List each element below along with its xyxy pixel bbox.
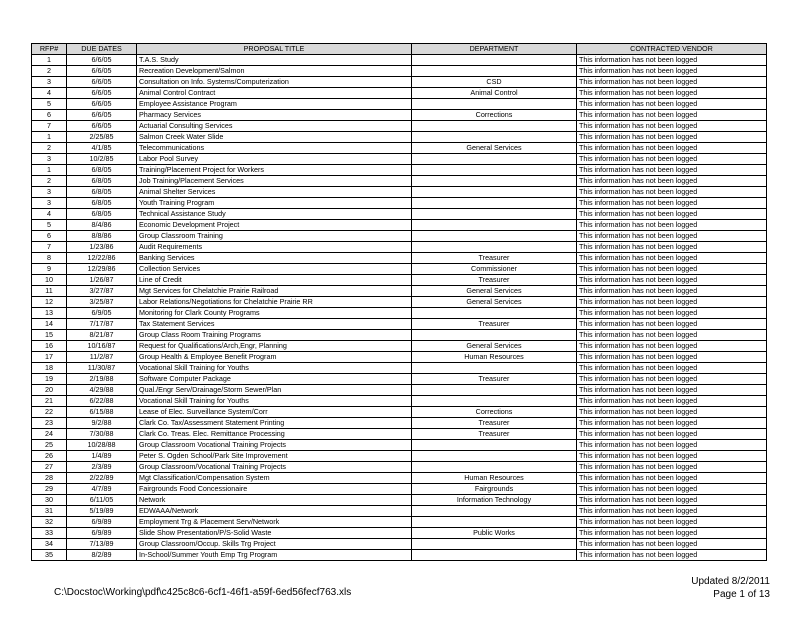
- cell-proposal-title: Telecommunications: [137, 143, 412, 154]
- cell-proposal-title: Mgt Services for Chelatchie Prairie Railroad: [137, 286, 412, 297]
- cell-department: [412, 132, 577, 143]
- cell-due-date: 6/15/88: [67, 407, 137, 418]
- cell-due-date: 10/16/87: [67, 341, 137, 352]
- cell-proposal-title: Banking Services: [137, 253, 412, 264]
- cell-proposal-title: Recreation Development/Salmon: [137, 66, 412, 77]
- cell-proposal-title: Tax Statement Services: [137, 319, 412, 330]
- cell-proposal-title: Economic Development Project: [137, 220, 412, 231]
- table-row: [32, 198, 767, 209]
- cell-rfp: 1: [32, 132, 67, 143]
- cell-proposal-title: Group Classroom/Occup. Skills Trg Project: [137, 539, 412, 550]
- cell-department: [412, 396, 577, 407]
- cell-rfp: 31: [32, 506, 67, 517]
- table-row: [32, 55, 767, 66]
- cell-contracted-vendor: This information has not been logged: [577, 539, 767, 550]
- cell-department: Commissioner: [412, 264, 577, 275]
- cell-contracted-vendor: This information has not been logged: [577, 187, 767, 198]
- cell-department: Treasurer: [412, 319, 577, 330]
- cell-proposal-title: EDWAAA/Network: [137, 506, 412, 517]
- cell-proposal-title: Youth Training Program: [137, 198, 412, 209]
- cell-rfp: 19: [32, 374, 67, 385]
- cell-rfp: 11: [32, 286, 67, 297]
- cell-contracted-vendor: This information has not been logged: [577, 462, 767, 473]
- cell-rfp: 26: [32, 451, 67, 462]
- cell-contracted-vendor: This information has not been logged: [577, 451, 767, 462]
- cell-due-date: 7/30/88: [67, 429, 137, 440]
- cell-department: Public Works: [412, 528, 577, 539]
- file-path: C:\Docstoc\Working\pdf\c425c8c6-6cf1-46f1-a59f-6ed56fecf763.xls: [54, 587, 352, 598]
- cell-rfp: 1: [32, 55, 67, 66]
- cell-rfp: 33: [32, 528, 67, 539]
- cell-department: Treasurer: [412, 418, 577, 429]
- cell-contracted-vendor: This information has not been logged: [577, 308, 767, 319]
- cell-proposal-title: Animal Shelter Services: [137, 187, 412, 198]
- cell-department: Information Technology: [412, 495, 577, 506]
- cell-department: [412, 209, 577, 220]
- cell-contracted-vendor: This information has not been logged: [577, 154, 767, 165]
- cell-due-date: 6/6/05: [67, 66, 137, 77]
- cell-department: Treasurer: [412, 253, 577, 264]
- cell-proposal-title: Animal Control Contract: [137, 88, 412, 99]
- cell-rfp: 3: [32, 187, 67, 198]
- cell-rfp: 7: [32, 121, 67, 132]
- cell-due-date: 2/3/89: [67, 462, 137, 473]
- cell-contracted-vendor: This information has not been logged: [577, 110, 767, 121]
- cell-contracted-vendor: This information has not been logged: [577, 198, 767, 209]
- cell-contracted-vendor: This information has not been logged: [577, 88, 767, 99]
- cell-contracted-vendor: This information has not been logged: [577, 165, 767, 176]
- cell-contracted-vendor: This information has not been logged: [577, 209, 767, 220]
- cell-department: [412, 165, 577, 176]
- cell-contracted-vendor: This information has not been logged: [577, 297, 767, 308]
- table-row: [32, 231, 767, 242]
- cell-contracted-vendor: This information has not been logged: [577, 484, 767, 495]
- cell-rfp: 3: [32, 198, 67, 209]
- cell-department: Human Resources: [412, 352, 577, 363]
- cell-department: [412, 440, 577, 451]
- cell-contracted-vendor: This information has not been logged: [577, 440, 767, 451]
- cell-contracted-vendor: This information has not been logged: [577, 55, 767, 66]
- header-rfp: RFP#: [32, 44, 67, 55]
- cell-due-date: 7/13/89: [67, 539, 137, 550]
- cell-rfp: 15: [32, 330, 67, 341]
- header-contracted-vendor: CONTRACTED VENDOR: [577, 44, 767, 55]
- table-row: [32, 363, 767, 374]
- cell-proposal-title: Pharmacy Services: [137, 110, 412, 121]
- cell-rfp: 3: [32, 77, 67, 88]
- cell-rfp: 16: [32, 341, 67, 352]
- cell-contracted-vendor: This information has not been logged: [577, 220, 767, 231]
- cell-contracted-vendor: This information has not been logged: [577, 143, 767, 154]
- cell-proposal-title: Employment Trg & Placement Serv/Network: [137, 517, 412, 528]
- cell-department: [412, 231, 577, 242]
- cell-department: [412, 198, 577, 209]
- cell-rfp: 23: [32, 418, 67, 429]
- table-row: [32, 176, 767, 187]
- table-row: [32, 253, 767, 264]
- cell-department: [412, 66, 577, 77]
- cell-proposal-title: Fairgrounds Food Concessionaire: [137, 484, 412, 495]
- cell-department: [412, 187, 577, 198]
- footer-right: [691, 575, 770, 601]
- cell-rfp: 4: [32, 209, 67, 220]
- cell-department: Treasurer: [412, 429, 577, 440]
- cell-department: [412, 154, 577, 165]
- cell-due-date: 1/23/86: [67, 242, 137, 253]
- table-row: [32, 143, 767, 154]
- cell-department: [412, 121, 577, 132]
- cell-contracted-vendor: This information has not been logged: [577, 374, 767, 385]
- table-row: [32, 440, 767, 451]
- cell-contracted-vendor: This information has not been logged: [577, 99, 767, 110]
- table-row: [32, 396, 767, 407]
- cell-due-date: 5/19/89: [67, 506, 137, 517]
- cell-contracted-vendor: This information has not been logged: [577, 319, 767, 330]
- cell-rfp: 12: [32, 297, 67, 308]
- cell-department: CSD: [412, 77, 577, 88]
- table-row: [32, 495, 767, 506]
- cell-contracted-vendor: This information has not been logged: [577, 341, 767, 352]
- cell-proposal-title: Collection Services: [137, 264, 412, 275]
- cell-department: [412, 330, 577, 341]
- cell-contracted-vendor: This information has not been logged: [577, 330, 767, 341]
- cell-proposal-title: Lease of Elec. Surveillance System/Corr: [137, 407, 412, 418]
- cell-due-date: 1/26/87: [67, 275, 137, 286]
- table-row: [32, 462, 767, 473]
- cell-due-date: 4/7/89: [67, 484, 137, 495]
- cell-due-date: 11/2/87: [67, 352, 137, 363]
- table-row: [32, 154, 767, 165]
- cell-due-date: 2/19/88: [67, 374, 137, 385]
- header-due-dates: DUE DATES: [67, 44, 137, 55]
- table-row: [32, 517, 767, 528]
- cell-due-date: 6/6/05: [67, 121, 137, 132]
- cell-rfp: 35: [32, 550, 67, 561]
- cell-department: [412, 99, 577, 110]
- table-row: [32, 473, 767, 484]
- cell-proposal-title: Software Computer Package: [137, 374, 412, 385]
- cell-rfp: 22: [32, 407, 67, 418]
- cell-proposal-title: Network: [137, 495, 412, 506]
- cell-contracted-vendor: This information has not been logged: [577, 506, 767, 517]
- cell-department: [412, 385, 577, 396]
- cell-proposal-title: Job Training/Placement Services: [137, 176, 412, 187]
- cell-proposal-title: Training/Placement Project for Workers: [137, 165, 412, 176]
- cell-rfp: 17: [32, 352, 67, 363]
- cell-contracted-vendor: This information has not been logged: [577, 418, 767, 429]
- table-body: [32, 55, 767, 561]
- cell-proposal-title: Group Health & Employee Benefit Program: [137, 352, 412, 363]
- cell-due-date: 8/4/86: [67, 220, 137, 231]
- cell-due-date: 6/8/05: [67, 209, 137, 220]
- cell-contracted-vendor: This information has not been logged: [577, 231, 767, 242]
- cell-rfp: 18: [32, 363, 67, 374]
- header-proposal-title: PROPOSAL TITLE: [137, 44, 412, 55]
- table-row: [32, 451, 767, 462]
- cell-proposal-title: Audit Requirements: [137, 242, 412, 253]
- cell-due-date: 3/25/87: [67, 297, 137, 308]
- table-header: [32, 44, 767, 55]
- table-row: [32, 352, 767, 363]
- cell-due-date: 6/9/89: [67, 528, 137, 539]
- cell-due-date: 7/17/87: [67, 319, 137, 330]
- cell-proposal-title: Request for Qualifications/Arch,Engr, Planning: [137, 341, 412, 352]
- cell-rfp: 7: [32, 242, 67, 253]
- cell-due-date: 9/2/88: [67, 418, 137, 429]
- table-row: [32, 77, 767, 88]
- table-row: [32, 374, 767, 385]
- cell-department: General Services: [412, 297, 577, 308]
- cell-proposal-title: Vocational Skill Training for Youths: [137, 363, 412, 374]
- cell-contracted-vendor: This information has not been logged: [577, 396, 767, 407]
- cell-due-date: 8/21/87: [67, 330, 137, 341]
- cell-rfp: 20: [32, 385, 67, 396]
- cell-due-date: 6/11/05: [67, 495, 137, 506]
- cell-proposal-title: Vocational Skill Training for Youths: [137, 396, 412, 407]
- cell-rfp: 3: [32, 154, 67, 165]
- cell-rfp: 2: [32, 143, 67, 154]
- table-row: [32, 418, 767, 429]
- cell-rfp: 8: [32, 253, 67, 264]
- table-row: [32, 99, 767, 110]
- table-row: [32, 429, 767, 440]
- table-row: [32, 209, 767, 220]
- cell-contracted-vendor: This information has not been logged: [577, 286, 767, 297]
- table-row: [32, 275, 767, 286]
- cell-contracted-vendor: This information has not been logged: [577, 407, 767, 418]
- cell-department: [412, 451, 577, 462]
- cell-due-date: 8/2/89: [67, 550, 137, 561]
- table-row: [32, 242, 767, 253]
- cell-rfp: 21: [32, 396, 67, 407]
- cell-department: [412, 220, 577, 231]
- table-row: [32, 220, 767, 231]
- cell-due-date: 12/22/86: [67, 253, 137, 264]
- cell-rfp: 5: [32, 99, 67, 110]
- cell-due-date: 6/9/05: [67, 308, 137, 319]
- table-row: [32, 484, 767, 495]
- cell-proposal-title: Actuarial Consulting Services: [137, 121, 412, 132]
- cell-proposal-title: Monitoring for Clark County Programs: [137, 308, 412, 319]
- cell-proposal-title: Clark Co. Treas. Elec. Remittance Processing: [137, 429, 412, 440]
- cell-due-date: 6/6/05: [67, 88, 137, 99]
- cell-department: General Services: [412, 286, 577, 297]
- cell-department: Animal Control: [412, 88, 577, 99]
- updated-date: Updated 8/2/2011: [691, 576, 770, 587]
- cell-department: Fairgrounds: [412, 484, 577, 495]
- cell-department: [412, 539, 577, 550]
- cell-rfp: 29: [32, 484, 67, 495]
- cell-proposal-title: Qual./Engr Serv/Drainage/Storm Sewer/Plan: [137, 385, 412, 396]
- cell-due-date: 10/2/85: [67, 154, 137, 165]
- cell-proposal-title: Employee Assistance Program: [137, 99, 412, 110]
- cell-due-date: 11/30/87: [67, 363, 137, 374]
- table-row: [32, 132, 767, 143]
- cell-contracted-vendor: This information has not been logged: [577, 77, 767, 88]
- cell-due-date: 8/8/86: [67, 231, 137, 242]
- cell-department: Corrections: [412, 110, 577, 121]
- table-row: [32, 187, 767, 198]
- cell-department: [412, 550, 577, 561]
- cell-contracted-vendor: This information has not been logged: [577, 385, 767, 396]
- cell-due-date: 4/29/88: [67, 385, 137, 396]
- cell-rfp: 2: [32, 66, 67, 77]
- table-row: [32, 330, 767, 341]
- table-row: [32, 506, 767, 517]
- cell-proposal-title: In-School/Summer Youth Emp Trg Program: [137, 550, 412, 561]
- cell-rfp: 10: [32, 275, 67, 286]
- table-row: [32, 385, 767, 396]
- cell-contracted-vendor: This information has not been logged: [577, 429, 767, 440]
- cell-contracted-vendor: This information has not been logged: [577, 275, 767, 286]
- cell-rfp: 14: [32, 319, 67, 330]
- cell-due-date: 1/4/89: [67, 451, 137, 462]
- cell-due-date: 6/6/05: [67, 55, 137, 66]
- cell-department: [412, 242, 577, 253]
- cell-contracted-vendor: This information has not been logged: [577, 528, 767, 539]
- cell-due-date: 6/6/05: [67, 110, 137, 121]
- cell-proposal-title: Group Classroom Training: [137, 231, 412, 242]
- cell-department: General Services: [412, 143, 577, 154]
- table-row: [32, 407, 767, 418]
- cell-contracted-vendor: This information has not been logged: [577, 253, 767, 264]
- header-department: DEPARTMENT: [412, 44, 577, 55]
- header-row: [32, 44, 767, 55]
- cell-department: Human Resources: [412, 473, 577, 484]
- cell-contracted-vendor: This information has not been logged: [577, 363, 767, 374]
- rfp-table: [31, 43, 767, 561]
- cell-proposal-title: Line of Credit: [137, 275, 412, 286]
- cell-proposal-title: Labor Relations/Negotiations for Chelatchie Prairie RR: [137, 297, 412, 308]
- cell-proposal-title: Technical Assistance Study: [137, 209, 412, 220]
- cell-department: [412, 55, 577, 66]
- table-row: [32, 528, 767, 539]
- cell-rfp: 6: [32, 231, 67, 242]
- cell-department: General Services: [412, 341, 577, 352]
- page-number: Page 1 of 13: [713, 589, 770, 600]
- cell-department: [412, 462, 577, 473]
- cell-proposal-title: Group Classroom Vocational Training Projects: [137, 440, 412, 451]
- cell-proposal-title: Peter S. Ogden School/Park Site Improvement: [137, 451, 412, 462]
- table-row: [32, 264, 767, 275]
- cell-proposal-title: Consultation on Info. Systems/Computerization: [137, 77, 412, 88]
- cell-rfp: 6: [32, 110, 67, 121]
- cell-due-date: 6/6/05: [67, 77, 137, 88]
- cell-contracted-vendor: This information has not been logged: [577, 352, 767, 363]
- cell-due-date: 6/8/05: [67, 187, 137, 198]
- cell-proposal-title: Labor Pool Survey: [137, 154, 412, 165]
- cell-rfp: 1: [32, 165, 67, 176]
- cell-rfp: 24: [32, 429, 67, 440]
- table-row: [32, 341, 767, 352]
- cell-department: [412, 517, 577, 528]
- cell-department: Treasurer: [412, 275, 577, 286]
- cell-rfp: 25: [32, 440, 67, 451]
- cell-due-date: 12/29/86: [67, 264, 137, 275]
- cell-due-date: 3/27/87: [67, 286, 137, 297]
- cell-proposal-title: T.A.S. Study: [137, 55, 412, 66]
- cell-due-date: 6/9/89: [67, 517, 137, 528]
- cell-department: Corrections: [412, 407, 577, 418]
- cell-rfp: 9: [32, 264, 67, 275]
- cell-proposal-title: Slide Show Presentation/P/S-Solid Waste: [137, 528, 412, 539]
- cell-contracted-vendor: This information has not been logged: [577, 495, 767, 506]
- table-row: [32, 88, 767, 99]
- cell-due-date: 6/8/05: [67, 165, 137, 176]
- cell-due-date: 6/8/05: [67, 176, 137, 187]
- cell-contracted-vendor: This information has not been logged: [577, 550, 767, 561]
- cell-contracted-vendor: This information has not been logged: [577, 66, 767, 77]
- cell-contracted-vendor: This information has not been logged: [577, 176, 767, 187]
- table-row: [32, 297, 767, 308]
- cell-department: [412, 176, 577, 187]
- cell-proposal-title: Group Classroom/Vocational Training Projects: [137, 462, 412, 473]
- cell-rfp: 5: [32, 220, 67, 231]
- cell-proposal-title: Group Class Room Training Programs: [137, 330, 412, 341]
- cell-rfp: 28: [32, 473, 67, 484]
- table-row: [32, 319, 767, 330]
- cell-due-date: 6/8/05: [67, 198, 137, 209]
- table-row: [32, 165, 767, 176]
- cell-contracted-vendor: This information has not been logged: [577, 517, 767, 528]
- cell-due-date: 10/28/88: [67, 440, 137, 451]
- cell-rfp: 27: [32, 462, 67, 473]
- table-row: [32, 308, 767, 319]
- cell-due-date: 4/1/85: [67, 143, 137, 154]
- table-row: [32, 110, 767, 121]
- cell-due-date: 2/25/85: [67, 132, 137, 143]
- cell-department: [412, 308, 577, 319]
- table-row: [32, 286, 767, 297]
- cell-contracted-vendor: This information has not been logged: [577, 132, 767, 143]
- table-row: [32, 121, 767, 132]
- cell-due-date: 6/6/05: [67, 99, 137, 110]
- table-row: [32, 550, 767, 561]
- cell-contracted-vendor: This information has not been logged: [577, 264, 767, 275]
- cell-contracted-vendor: This information has not been logged: [577, 242, 767, 253]
- cell-due-date: 2/22/89: [67, 473, 137, 484]
- cell-proposal-title: Mgt Classification/Compensation System: [137, 473, 412, 484]
- cell-department: Treasurer: [412, 374, 577, 385]
- cell-rfp: 2: [32, 176, 67, 187]
- cell-department: [412, 363, 577, 374]
- cell-rfp: 30: [32, 495, 67, 506]
- table-row: [32, 539, 767, 550]
- cell-rfp: 4: [32, 88, 67, 99]
- cell-rfp: 32: [32, 517, 67, 528]
- cell-proposal-title: Clark Co. Tax/Assessment Statement Printing: [137, 418, 412, 429]
- cell-department: [412, 506, 577, 517]
- table-row: [32, 66, 767, 77]
- cell-contracted-vendor: This information has not been logged: [577, 121, 767, 132]
- cell-rfp: 13: [32, 308, 67, 319]
- cell-proposal-title: Salmon Creek Water Slide: [137, 132, 412, 143]
- cell-contracted-vendor: This information has not been logged: [577, 473, 767, 484]
- cell-rfp: 34: [32, 539, 67, 550]
- cell-due-date: 6/22/88: [67, 396, 137, 407]
